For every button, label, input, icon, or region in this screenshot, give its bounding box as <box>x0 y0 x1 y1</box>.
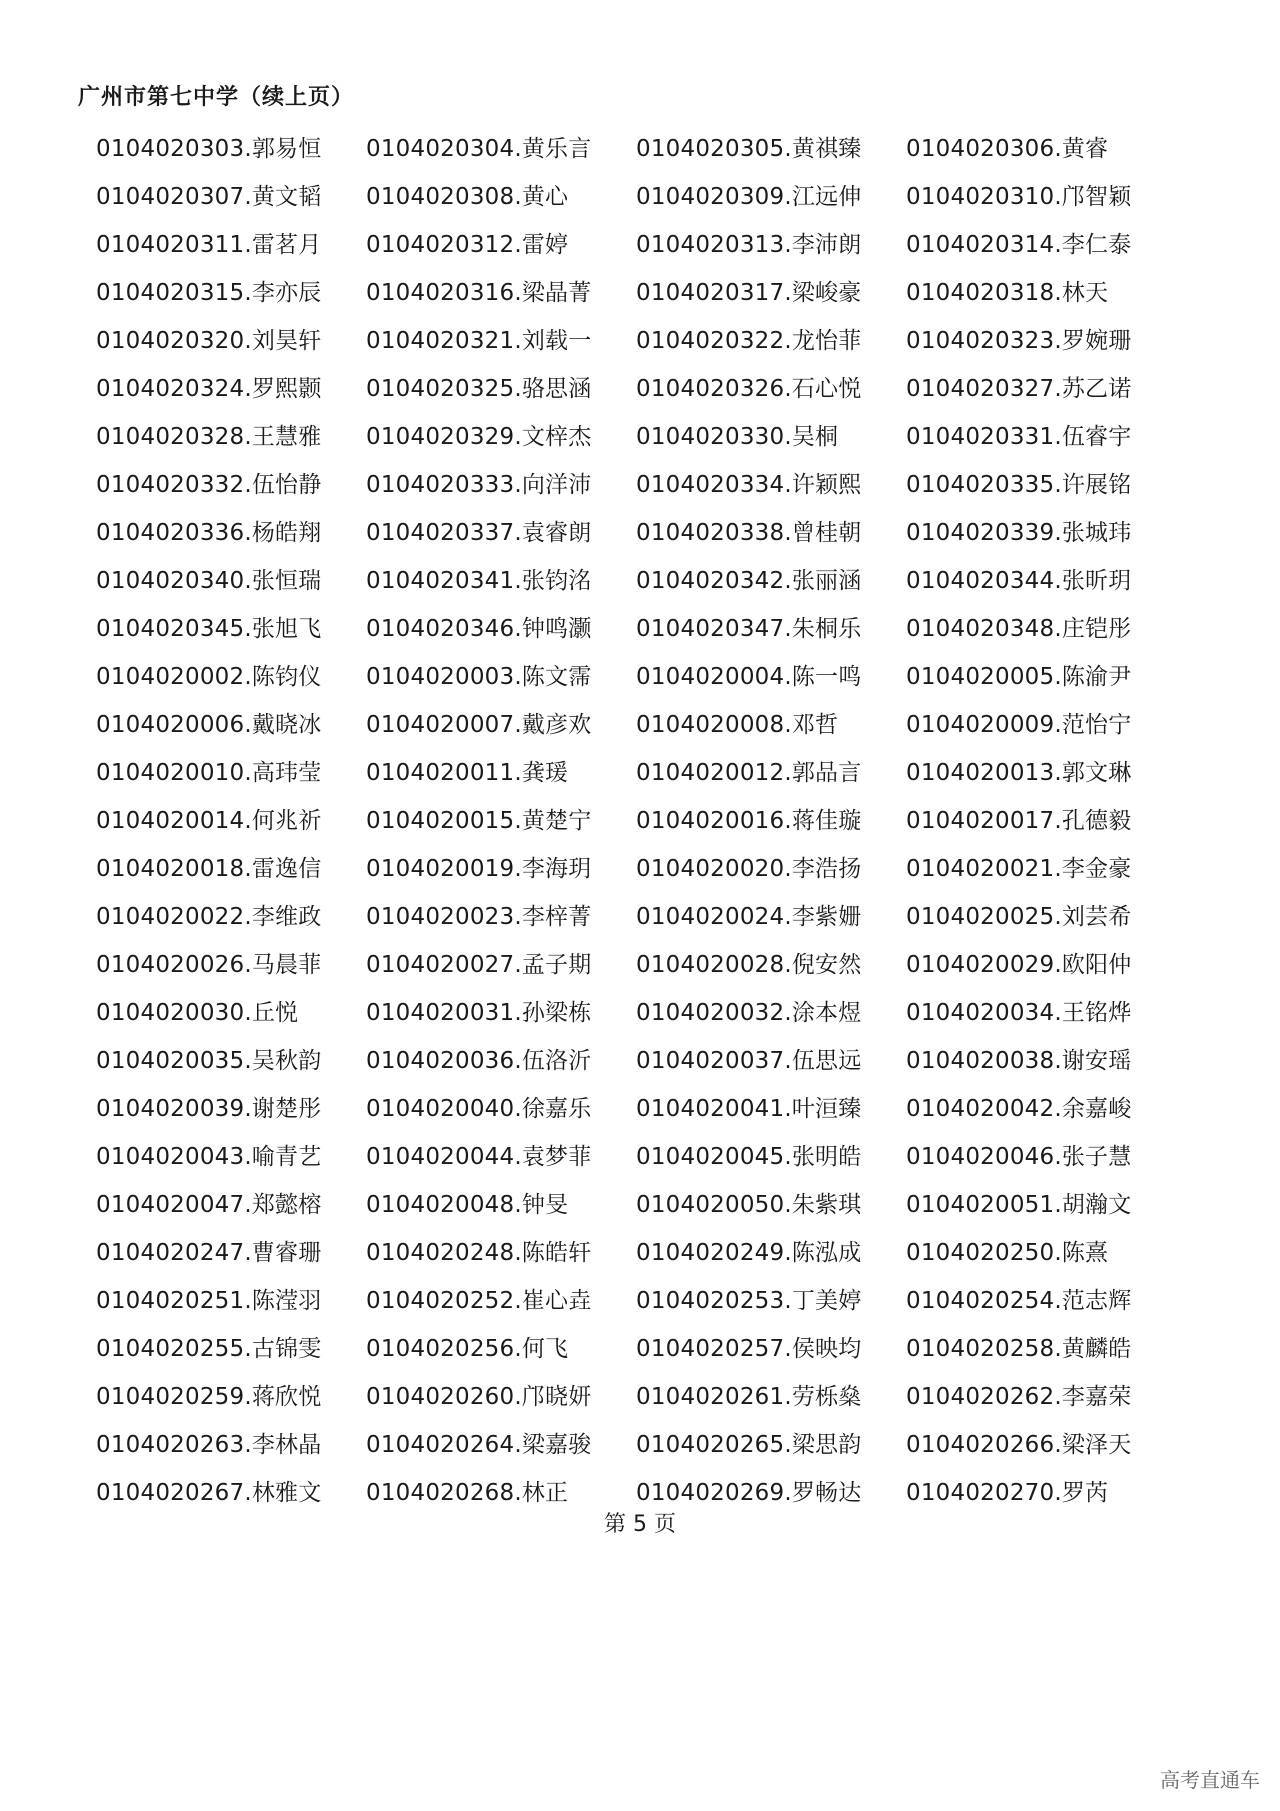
roster-row <box>96 506 1176 554</box>
student-entry: 0104020268.林正 <box>366 1479 569 1506</box>
student-entry: 0104020326.石心悦 <box>636 375 862 402</box>
student-entry: 0104020026.马晨菲 <box>96 951 322 978</box>
roster-row <box>96 362 1176 410</box>
student-entry: 0104020307.黄文韬 <box>96 183 322 210</box>
student-entry: 0104020265.梁思韵 <box>636 1431 862 1458</box>
student-entry: 0104020342.张丽涵 <box>636 567 862 594</box>
student-entry: 0104020337.袁睿朗 <box>366 519 592 546</box>
roster-row <box>96 1082 1176 1130</box>
student-entry: 0104020313.李沛朗 <box>636 231 862 258</box>
student-entry: 0104020012.郭品言 <box>636 759 862 786</box>
student-entry: 0104020267.林雅文 <box>96 1479 322 1506</box>
student-entry: 0104020260.邝晓妍 <box>366 1383 592 1410</box>
student-entry: 0104020339.张城玮 <box>906 519 1132 546</box>
student-entry: 0104020316.梁晶菁 <box>366 279 592 306</box>
student-entry: 0104020046.张子慧 <box>906 1143 1132 1170</box>
student-entry: 0104020016.蒋佳璇 <box>636 807 862 834</box>
student-entry: 0104020005.陈渝尹 <box>906 663 1132 690</box>
roster-row <box>96 314 1176 362</box>
student-entry: 0104020259.蒋欣悦 <box>96 1383 322 1410</box>
student-entry: 0104020344.张昕玥 <box>906 567 1132 594</box>
student-entry: 0104020034.王铭烨 <box>906 999 1132 1026</box>
roster-row <box>96 458 1176 506</box>
roster-row <box>96 650 1176 698</box>
student-entry: 0104020021.李金豪 <box>906 855 1132 882</box>
page-number: 第 5 页 <box>604 1512 676 1537</box>
student-entry: 0104020348.庄铠彤 <box>906 615 1132 642</box>
roster-row <box>96 410 1176 458</box>
student-entry: 0104020269.罗畅达 <box>636 1479 862 1506</box>
watermark: 高考直通车 <box>1160 1768 1260 1792</box>
student-entry: 0104020256.何飞 <box>366 1335 569 1362</box>
student-entry: 0104020041.叶洹臻 <box>636 1095 862 1122</box>
student-entry: 0104020025.刘芸希 <box>906 903 1132 930</box>
student-entry: 0104020309.江远伸 <box>636 183 862 210</box>
student-entry: 0104020336.杨皓翔 <box>96 519 322 546</box>
student-entry: 0104020027.孟子期 <box>366 951 592 978</box>
roster-row <box>96 986 1176 1034</box>
roster-row <box>96 842 1176 890</box>
student-entry: 0104020043.喻青艺 <box>96 1143 322 1170</box>
student-entry: 0104020040.徐嘉乐 <box>366 1095 592 1122</box>
roster-row <box>96 170 1176 218</box>
student-entry: 0104020003.陈文霈 <box>366 663 592 690</box>
student-entry: 0104020023.李梓菁 <box>366 903 592 930</box>
student-entry: 0104020303.郭易恒 <box>96 135 322 162</box>
student-entry: 0104020051.胡瀚文 <box>906 1191 1132 1218</box>
roster-row <box>96 698 1176 746</box>
student-entry: 0104020042.余嘉峻 <box>906 1095 1132 1122</box>
student-entry: 0104020007.戴彦欢 <box>366 711 592 738</box>
roster-row <box>96 1130 1176 1178</box>
student-entry: 0104020346.钟鸣灏 <box>366 615 592 642</box>
student-entry: 0104020015.黄楚宁 <box>366 807 592 834</box>
student-entry: 0104020036.伍洛沂 <box>366 1047 592 1074</box>
roster-row <box>96 218 1176 266</box>
student-entry: 0104020251.陈滢羽 <box>96 1287 322 1314</box>
student-entry: 0104020347.朱桐乐 <box>636 615 862 642</box>
student-entry: 0104020310.邝智颖 <box>906 183 1132 210</box>
student-entry: 0104020324.罗熙颢 <box>96 375 322 402</box>
student-entry: 0104020305.黄祺臻 <box>636 135 862 162</box>
student-entry: 0104020011.龚瑗 <box>366 759 569 786</box>
student-entry: 0104020317.梁峻豪 <box>636 279 862 306</box>
student-entry: 0104020044.袁梦菲 <box>366 1143 592 1170</box>
student-entry: 0104020321.刘载一 <box>366 327 592 354</box>
student-entry: 0104020047.郑懿榕 <box>96 1191 322 1218</box>
student-entry: 0104020312.雷婷 <box>366 231 569 258</box>
roster-row <box>96 122 1176 170</box>
student-entry: 0104020018.雷逸信 <box>96 855 322 882</box>
student-entry: 0104020045.张明皓 <box>636 1143 862 1170</box>
student-entry: 0104020010.高玮莹 <box>96 759 322 786</box>
student-entry: 0104020013.郭文琳 <box>906 759 1132 786</box>
roster-row <box>96 890 1176 938</box>
roster-row <box>96 1034 1176 1082</box>
student-entry: 0104020022.李维政 <box>96 903 322 930</box>
student-entry: 0104020017.孔德毅 <box>906 807 1132 834</box>
roster-row <box>96 1274 1176 1322</box>
student-entry: 0104020024.李紫姗 <box>636 903 862 930</box>
student-entry: 0104020032.涂本煜 <box>636 999 862 1026</box>
student-entry: 0104020314.李仁泰 <box>906 231 1132 258</box>
student-entry: 0104020338.曾桂朝 <box>636 519 862 546</box>
roster-row <box>96 266 1176 314</box>
student-entry: 0104020257.侯映均 <box>636 1335 862 1362</box>
student-entry: 0104020332.伍怡静 <box>96 471 322 498</box>
student-entry: 0104020039.谢楚彤 <box>96 1095 322 1122</box>
student-entry: 0104020333.向洋沛 <box>366 471 592 498</box>
student-entry: 0104020304.黄乐言 <box>366 135 592 162</box>
student-entry: 0104020266.梁泽天 <box>906 1431 1132 1458</box>
student-entry: 0104020255.古锦雯 <box>96 1335 322 1362</box>
student-entry: 0104020038.谢安瑶 <box>906 1047 1132 1074</box>
student-entry: 0104020250.陈熹 <box>906 1239 1109 1266</box>
student-entry: 0104020311.雷茗月 <box>96 231 322 258</box>
student-entry: 0104020248.陈皓轩 <box>366 1239 592 1266</box>
student-entry: 0104020315.李亦辰 <box>96 279 322 306</box>
student-entry: 0104020004.陈一鸣 <box>636 663 862 690</box>
roster-row <box>96 746 1176 794</box>
student-entry: 0104020008.邓哲 <box>636 711 839 738</box>
student-entry: 0104020262.李嘉荣 <box>906 1383 1132 1410</box>
school-title: 广州市第七中学（续上页） <box>78 85 355 110</box>
roster-row <box>96 1418 1176 1466</box>
roster-row <box>96 794 1176 842</box>
student-entry: 0104020334.许颖熙 <box>636 471 862 498</box>
student-entry: 0104020328.王慧雅 <box>96 423 322 450</box>
student-entry: 0104020270.罗芮 <box>906 1479 1109 1506</box>
student-entry: 0104020020.李浩扬 <box>636 855 862 882</box>
roster-row <box>96 1226 1176 1274</box>
student-entry: 0104020306.黄睿 <box>906 135 1109 162</box>
student-entry: 0104020002.陈钧仪 <box>96 663 322 690</box>
student-entry: 0104020031.孙梁栋 <box>366 999 592 1026</box>
roster-row <box>96 1370 1176 1418</box>
student-entry: 0104020263.李林晶 <box>96 1431 322 1458</box>
student-entry: 0104020325.骆思涵 <box>366 375 592 402</box>
student-entry: 0104020258.黄麟皓 <box>906 1335 1132 1362</box>
student-entry: 0104020264.梁嘉骏 <box>366 1431 592 1458</box>
student-entry: 0104020341.张钧洺 <box>366 567 592 594</box>
student-entry: 0104020006.戴晓冰 <box>96 711 322 738</box>
roster-row <box>96 938 1176 986</box>
student-entry: 0104020009.范怡宁 <box>906 711 1132 738</box>
student-entry: 0104020252.崔心垚 <box>366 1287 592 1314</box>
student-entry: 0104020029.欧阳仲 <box>906 951 1132 978</box>
student-entry: 0104020249.陈泓成 <box>636 1239 862 1266</box>
student-entry: 0104020323.罗婉珊 <box>906 327 1132 354</box>
student-entry: 0104020014.何兆祈 <box>96 807 322 834</box>
student-entry: 0104020322.龙怡菲 <box>636 327 862 354</box>
student-entry: 0104020028.倪安然 <box>636 951 862 978</box>
roster-row <box>96 1178 1176 1226</box>
student-entry: 0104020330.吴桐 <box>636 423 839 450</box>
student-entry: 0104020308.黄心 <box>366 183 569 210</box>
student-entry: 0104020318.林天 <box>906 279 1109 306</box>
student-entry: 0104020261.劳栎燊 <box>636 1383 862 1410</box>
student-entry: 0104020030.丘悦 <box>96 999 299 1026</box>
student-entry: 0104020253.丁美婷 <box>636 1287 862 1314</box>
student-entry: 0104020320.刘昊轩 <box>96 327 322 354</box>
student-entry: 0104020048.钟旻 <box>366 1191 569 1218</box>
roster-row <box>96 554 1176 602</box>
student-entry: 0104020331.伍睿宇 <box>906 423 1132 450</box>
student-entry: 0104020254.范志辉 <box>906 1287 1132 1314</box>
roster-row <box>96 1322 1176 1370</box>
student-entry: 0104020335.许展铭 <box>906 471 1132 498</box>
student-entry: 0104020329.文梓杰 <box>366 423 592 450</box>
student-entry: 0104020019.李海玥 <box>366 855 592 882</box>
roster-row <box>96 602 1176 650</box>
student-entry: 0104020050.朱紫琪 <box>636 1191 862 1218</box>
student-entry: 0104020247.曹睿珊 <box>96 1239 322 1266</box>
student-entry: 0104020345.张旭飞 <box>96 615 322 642</box>
student-entry: 0104020035.吴秋韵 <box>96 1047 322 1074</box>
student-entry: 0104020340.张恒瑞 <box>96 567 322 594</box>
student-entry: 0104020037.伍思远 <box>636 1047 862 1074</box>
student-entry: 0104020327.苏乙诺 <box>906 375 1132 402</box>
student-roster <box>96 122 1176 1514</box>
